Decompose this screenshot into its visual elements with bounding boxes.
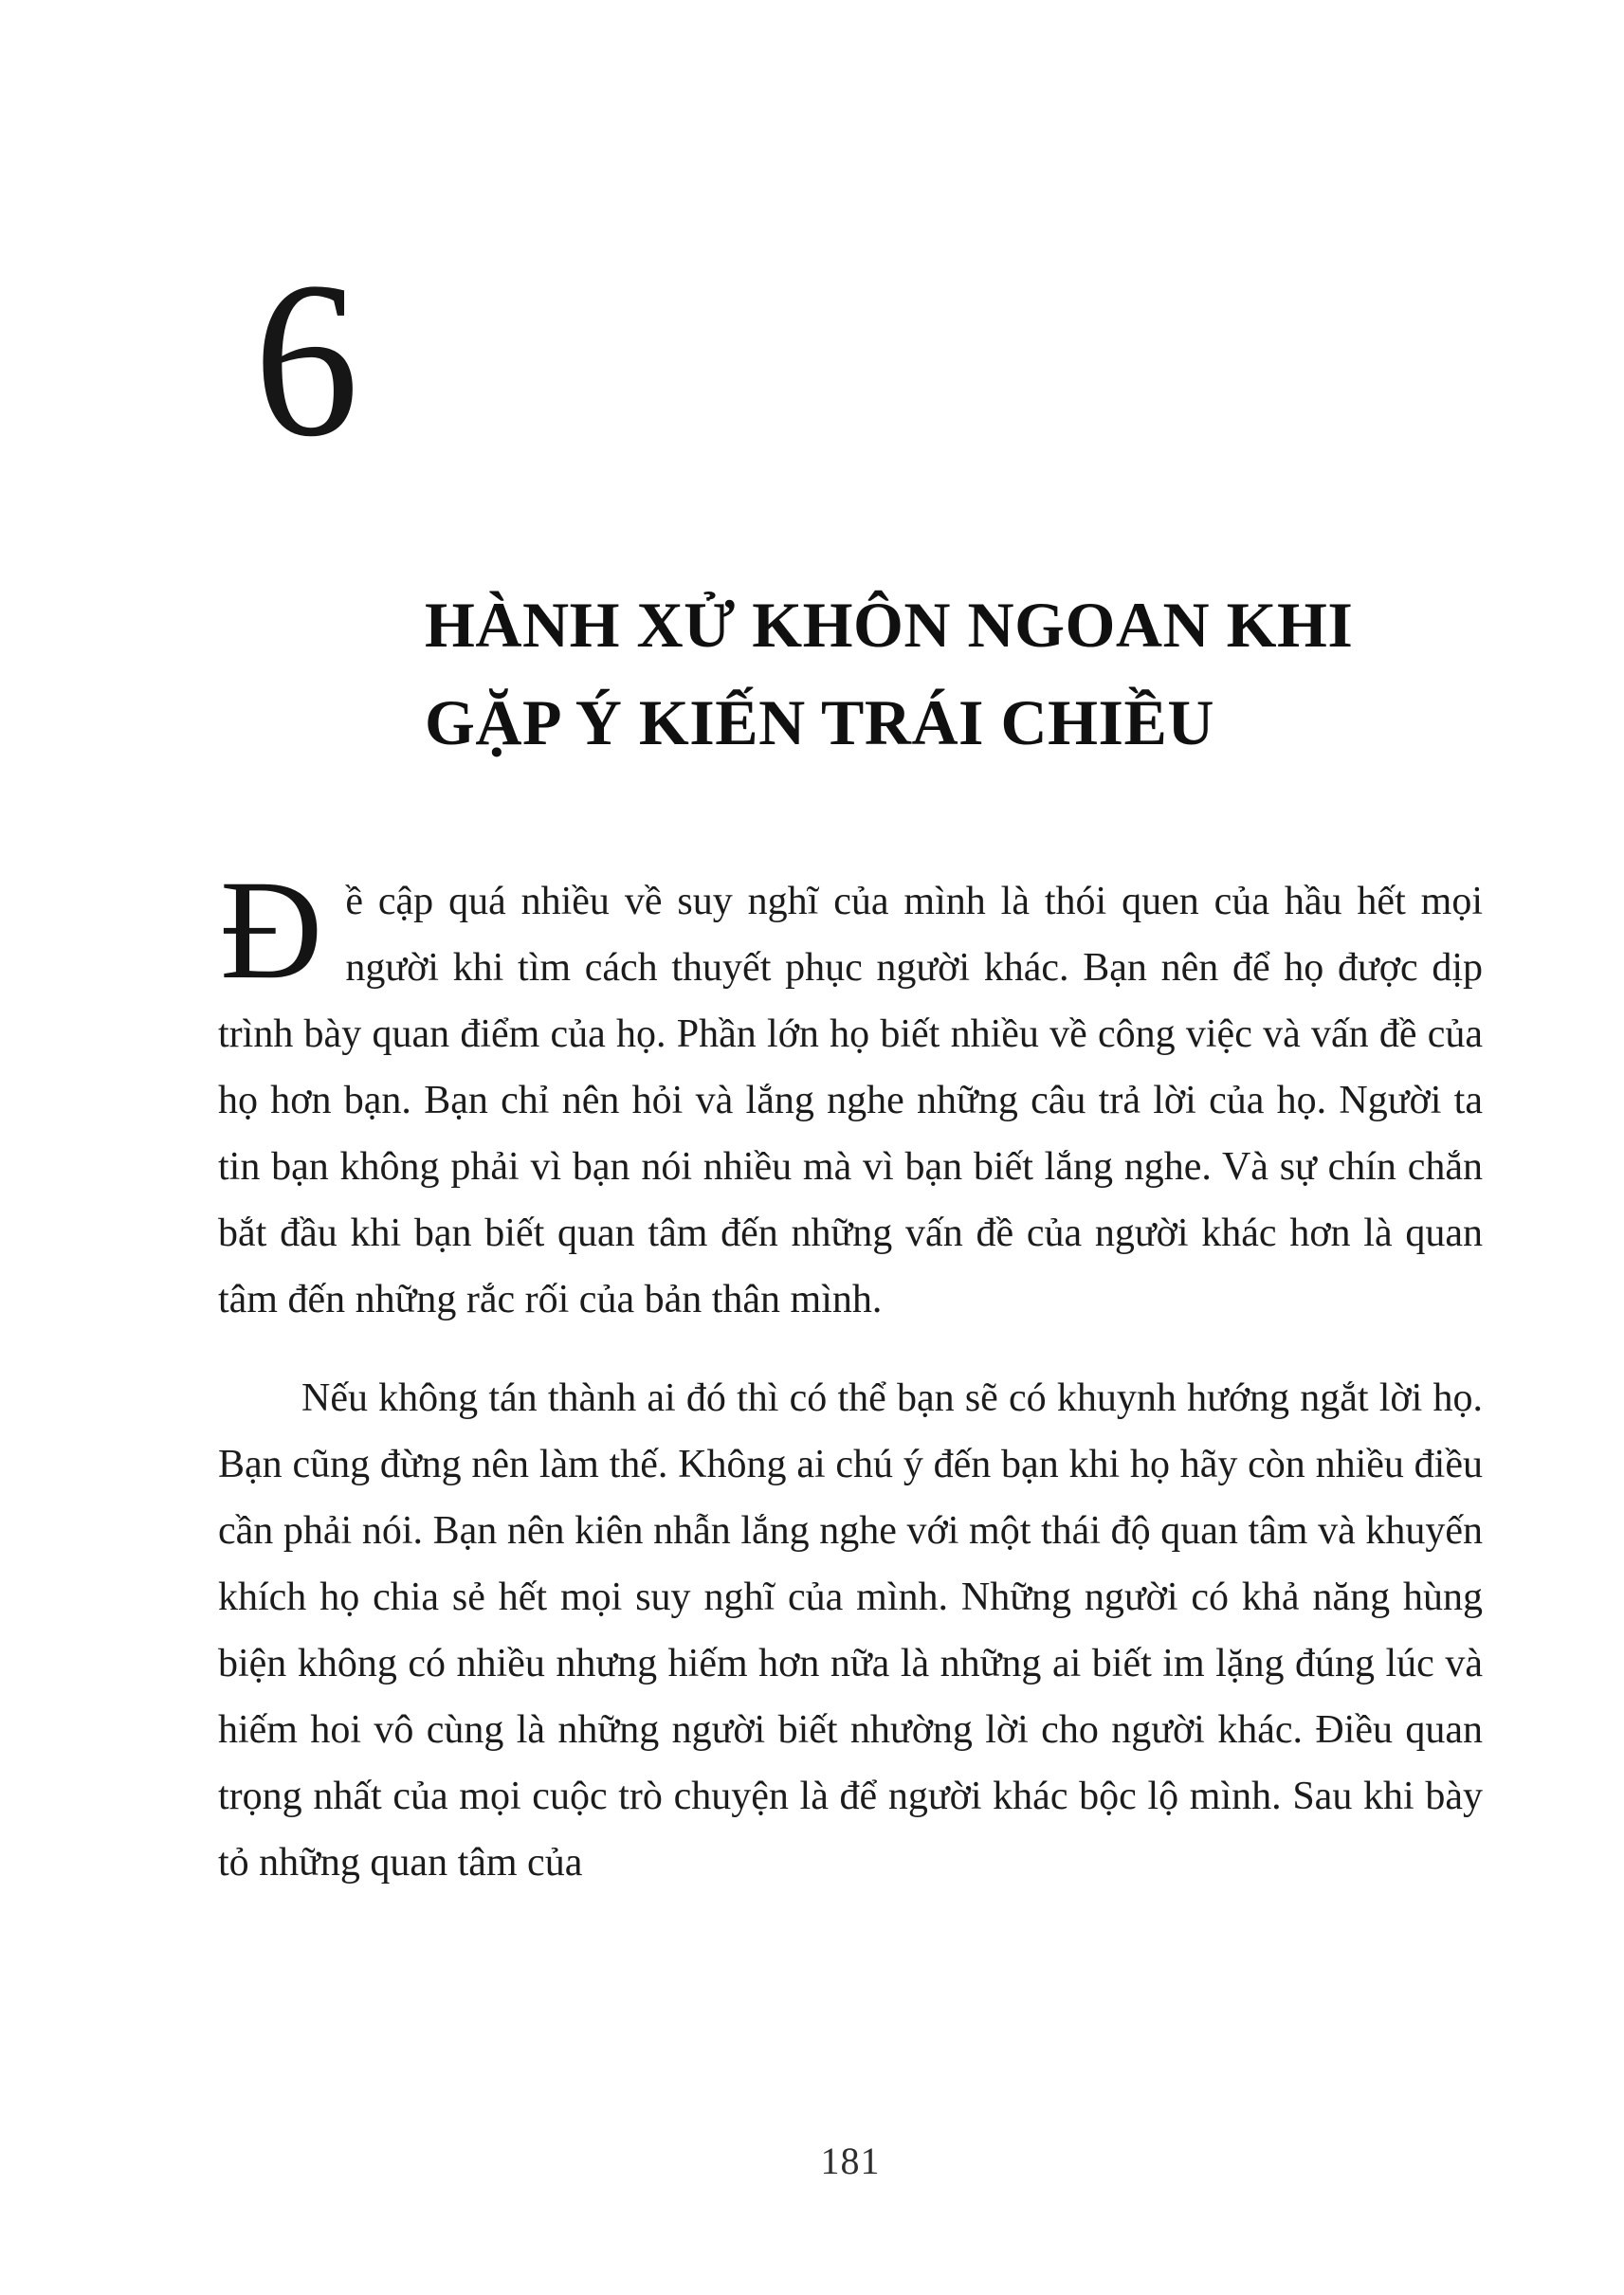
page-number: 181 xyxy=(820,2140,881,2182)
body-text xyxy=(218,851,1483,1896)
chapter-title-line1: HÀNH XỬ KHÔN NGOAN KHI xyxy=(425,589,1354,661)
paragraph-1 xyxy=(218,851,1483,1333)
paragraph-1-text: ề cập quá nhiều về suy nghĩ của mình là thói quen của hầu hết mọi người khi tìm cách thuyết phục người khác. Bạn nên để họ được dịp trình bày quan điểm của họ. Phần lớn họ biết nhiều về công việc và vấn đề của họ hơn bạn. Bạn chỉ nên hỏi và lắng nghe những câu trả lời của họ. Người ta tin bạn không phải vì bạn nói nhiều mà vì bạn biết lắng nghe. Và sự chín chắn bắt đầu khi bạn biết quan tâm đến những vấn đề của người khác hơn là quan tâm đến những rắc rối của bản thân mình. xyxy=(218,880,1483,1321)
chapter-number: 6 xyxy=(254,236,359,483)
chapter-title-line2: GẶP Ý KIẾN TRÁI CHIỀU xyxy=(425,686,1214,758)
paragraph-2: Nếu không tán thành ai đó thì có thể bạn sẽ có khuynh hướng ngắt lời họ. Bạn cũng đừng nên làm thế. Không ai chú ý đến bạn khi họ hãy còn nhiều điều cần phải nói. Bạn nên kiên nhẫn lắng nghe với một thái độ quan tâm và khuyến khích họ chia sẻ hết mọi suy nghĩ của mình. Những người có khả năng hùng biện không có nhiều nhưng hiếm hơn nữa là những ai biết im lặng đúng lúc và hiếm hoi vô cùng là những người biết nhường lời cho người khác. Điều quan trọng nhất của mọi cuộc trò chuyện là để người khác bộc lộ mình. Sau khi bày tỏ những quan tâm của xyxy=(218,1376,1483,1885)
chapter-title xyxy=(425,576,1353,772)
drop-cap: Đ xyxy=(220,851,323,1009)
